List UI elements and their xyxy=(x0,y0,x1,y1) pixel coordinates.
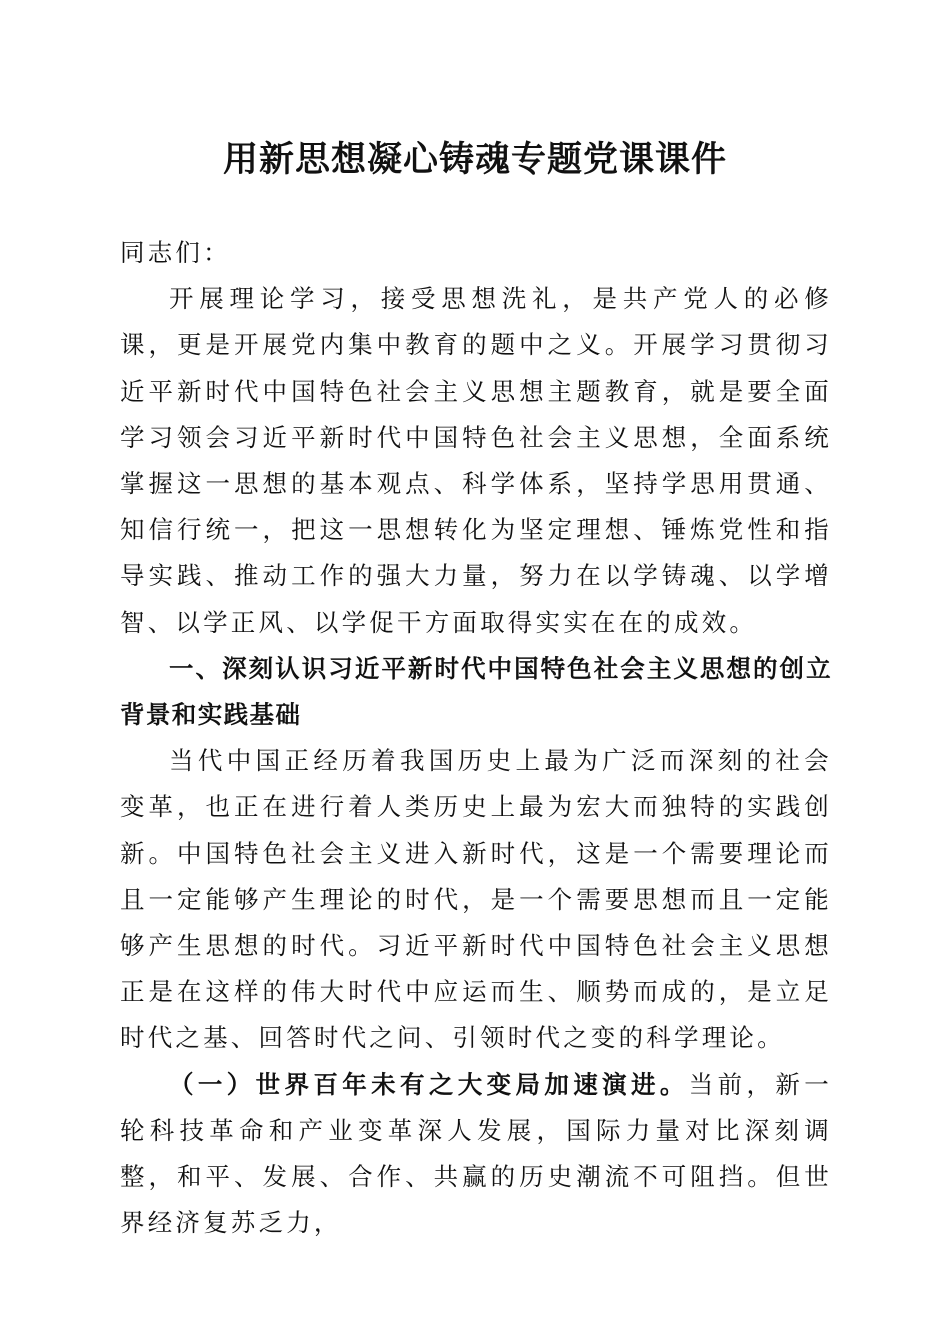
subsection-paragraph xyxy=(120,1062,832,1247)
document-title: 用新思想凝心铸魂专题党课课件 xyxy=(222,139,727,180)
section-heading: 一、深刻认识习近平新时代中国特色社会主义思想的创立背景和实践基础 xyxy=(120,653,832,730)
subsection-heading: （一）世界百年未有之大变局加速演进。 xyxy=(169,1069,689,1099)
intro-paragraph: 开展理论学习，接受思想洗礼，是共产党人的必修课，更是开展党内集中教育的题中之义。开展学习贯彻习近平新时代中国特色社会主义思想主题教育，就是要全面学习领会习近平新时代中国特色社会主义思想，全面系统掌握这一思想的基本观点、科学体系，坚持学思用贯通、知信行统一，把这一思想转化为坚定理想、锤炼党性和指导实践、推动工作的强大力量，努力在以学铸魂、以学增智、以学正风、以学促干方面取得实实在在的成效。 xyxy=(120,284,832,637)
salutation: 同志们： xyxy=(120,238,231,267)
section-paragraph: 当代中国正经历着我国历史上最为广泛而深刻的社会变革，也正在进行着人类历史上最为宏大而独特的实践创新。中国特色社会主义进入新时代，这是一个需要理论而且一定能够产生理论的时代，是一个需要思想而且一定能够产生思想的时代。习近平新时代中国特色社会主义思想正是在这样的伟大时代中应运而生、顺势而成的，是立足时代之基、回答时代之问、引领时代之变的科学理论。 xyxy=(120,746,832,1053)
subsection-text: 当前，新一轮科技革命和产业变革深人发展，国际力量对比深刻调整，和平、发展、合作、共赢的历史潮流不可阻挡。但世界经济复苏乏力， xyxy=(120,1069,832,1238)
document-body xyxy=(120,230,832,1246)
